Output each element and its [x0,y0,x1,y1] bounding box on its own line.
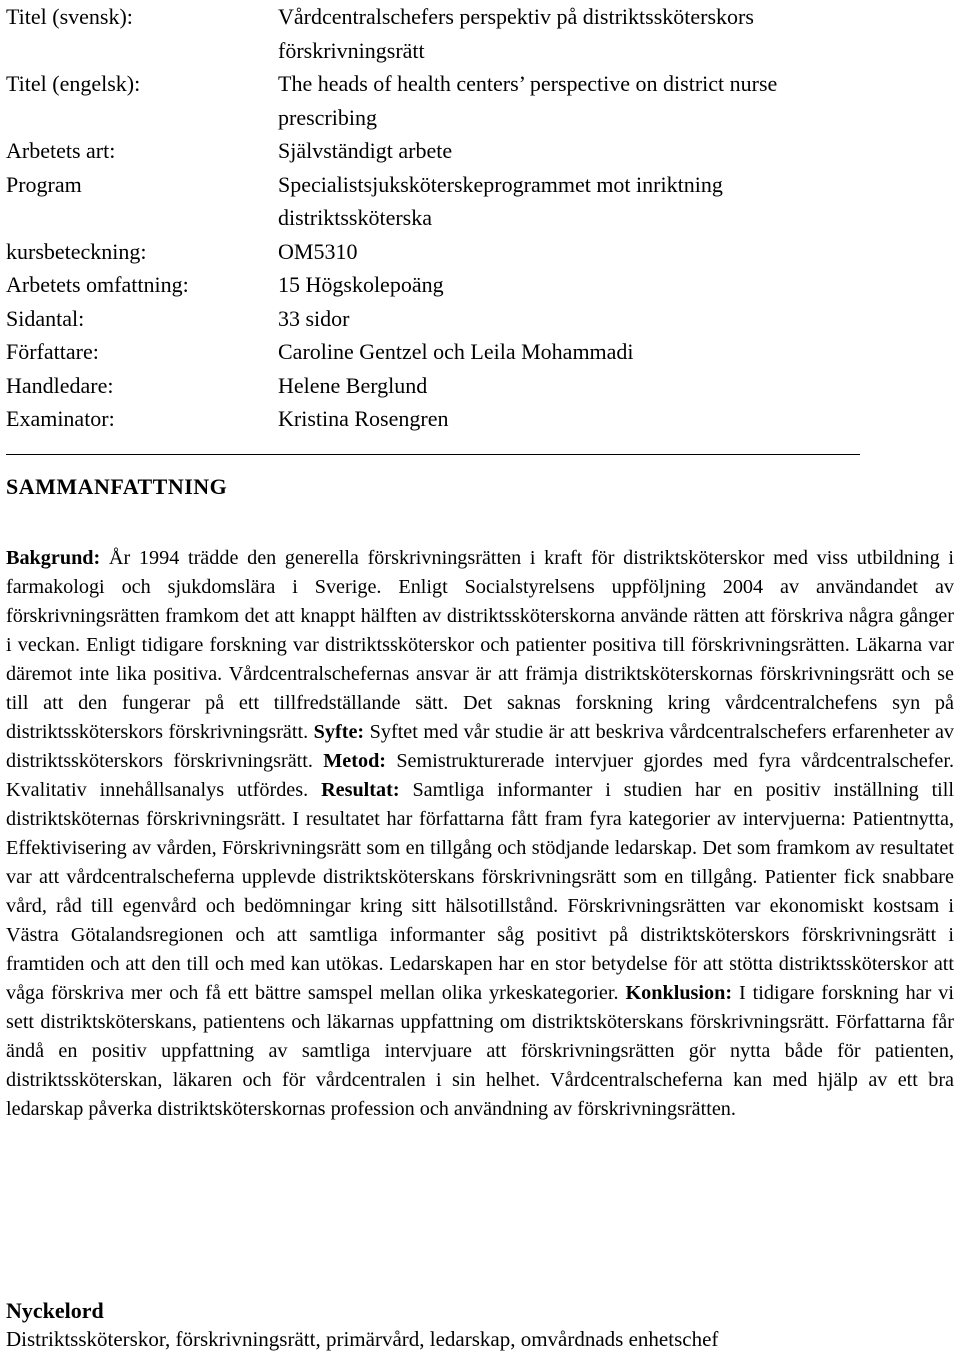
meta-label: Titel (svensk): [6,4,133,29]
metadata-table [6,0,906,436]
meta-row-pages [6,302,906,336]
results-text: Samtliga informanter i studien har en positiv inställning till distriktsköternas förskrivningsrätt. I resultatet har författarna fått fram fyra kategorier av intervjuerna: Patientnytta, Effektivisering av vården, Förskrivningsrätt som en tillgång och stödjande ledarskap. Det som framkom av resultatet var att vårdcentralscheferna upplevde distriktsköterskans förskrivningsrätt som en tillgång. Patienter fick snabbare vård, råd till egenvård och bedömningar kring sitt hälsotillstånd. Förskrivningsrätten var ekonomiskt kostsam i Västra Götalandsregionen och att samtliga informanter såg positivt på distriktsköterskors förskrivningsrätt i framtiden och att den till och med kan utökas. Ledarskapen har en stor betydelse för att stötta distriktssköterskor att våga förskriva mer och få ett bättre samspel mellan olika yrkeskategorier. [6,779,955,1004]
meta-label: Sidantal: [6,305,85,331]
meta-row-credits [6,268,906,302]
meta-value [278,168,906,235]
meta-value-line: prescribing [278,104,377,130]
meta-label: Titel (engelsk): [6,71,141,96]
meta-row-authors [6,335,906,369]
meta-label: Handledare: [6,372,114,398]
meta-value-line: distriktssköterska [278,205,432,230]
meta-value [278,0,906,67]
meta-value-line: förskrivningsrätt [278,37,425,63]
aim-text: Syftet med vår studie är att beskriva vårdcentralschefers erfarenheter av distriktssköterskors förskrivningsrätt. [6,721,955,772]
meta-label: Arbetets omfattning: [6,272,189,297]
keywords-heading: Nyckelord [6,1298,104,1323]
meta-row-type [6,134,906,168]
meta-row-supervisor [6,369,906,403]
meta-value: Helene Berglund [278,372,428,398]
meta-value-line: The heads of health centers’ perspective on district nurse [278,71,778,96]
meta-label: Författare: [6,339,99,364]
meta-label: Examinator: [6,406,115,431]
meta-value-line: Specialistsjuksköterskeprogrammet mot inriktning [278,171,723,197]
meta-row-title-sv [6,0,906,67]
meta-label: Program [6,171,82,197]
summary-paragraph [6,544,954,1124]
meta-value-line: Vårdcentralschefers perspektiv på distriktssköterskors [278,4,754,29]
results-label: Resultat: [321,779,400,801]
meta-value: Självständigt arbete [278,138,453,163]
meta-value [278,67,906,134]
meta-row-title-en [6,67,906,134]
meta-value: 33 sidor [278,305,350,331]
summary-heading: SAMMANFATTNING [6,474,228,499]
meta-row-program [6,168,906,235]
meta-value: OM5310 [278,238,358,264]
meta-label: Arbetets art: [6,138,116,163]
method-text: Semistrukturerade intervjuer gjordes med fyra vårdcentralschefer. Kvalitativ innehållsanalys utfördes. [6,750,954,801]
aim-label: Syfte: [313,721,365,743]
method-label: Metod: [323,750,387,772]
keywords-text: Distriktssköterskor, förskrivningsrätt, primärvård, ledarskap, omvårdnads enhetschef [6,1327,719,1351]
meta-row-course-code [6,235,906,269]
meta-value: Kristina Rosengren [278,406,449,431]
meta-value: Caroline Gentzel och Leila Mohammadi [278,339,634,364]
background-label: Bakgrund: [6,547,101,569]
conclusion-text: I tidigare forskning har vi sett distriktsköterskans, patientens och läkarnas uppfattning om distriktsköterskans förskrivningsrätt. Författarna får ändå en positiv uppfattning av samtliga intervjuare att förskrivningsrätten gör nytta både för patienten, distriktssköterskan, läkaren och för vårdcentralen i sin helhet. Vårdcentralscheferna kan med hjälp av ett bra ledarskap påverka distriktsköterskornas profession och användning av förskrivningsrätten. [6,982,954,1120]
divider-rule [6,454,860,455]
background-text: År 1994 trädde den generella förskrivningsrätten i kraft för distriktsköterskor med viss utbildning i farmakologi och sjukdomslära i Sverige. Enligt Socialstyrelsens uppföljning 2004 av användandet av förskrivningsrätten framkom det att knappt hälften av distriktssköterskorna använde rätten att förskriva några gånger i veckan. Enligt tidigare forskning var distriktssköterskor och patienter positiva till förskrivningsrätten. Läkarna var däremot inte lika positiva. Vårdcentralschefernas ansvar är att främja distriktsköterskornas förskrivningsrätt och se till att den fungerar på ett tillfredställande sätt. Det saknas forskning kring vårdcentralchefens syn på distriktssköterskors förskrivningsrätt. [6,547,954,743]
conclusion-label: Konklusion: [625,982,733,1004]
meta-value: 15 Högskolepoäng [278,272,444,297]
meta-label: kursbeteckning: [6,238,147,264]
meta-row-examiner [6,402,906,436]
